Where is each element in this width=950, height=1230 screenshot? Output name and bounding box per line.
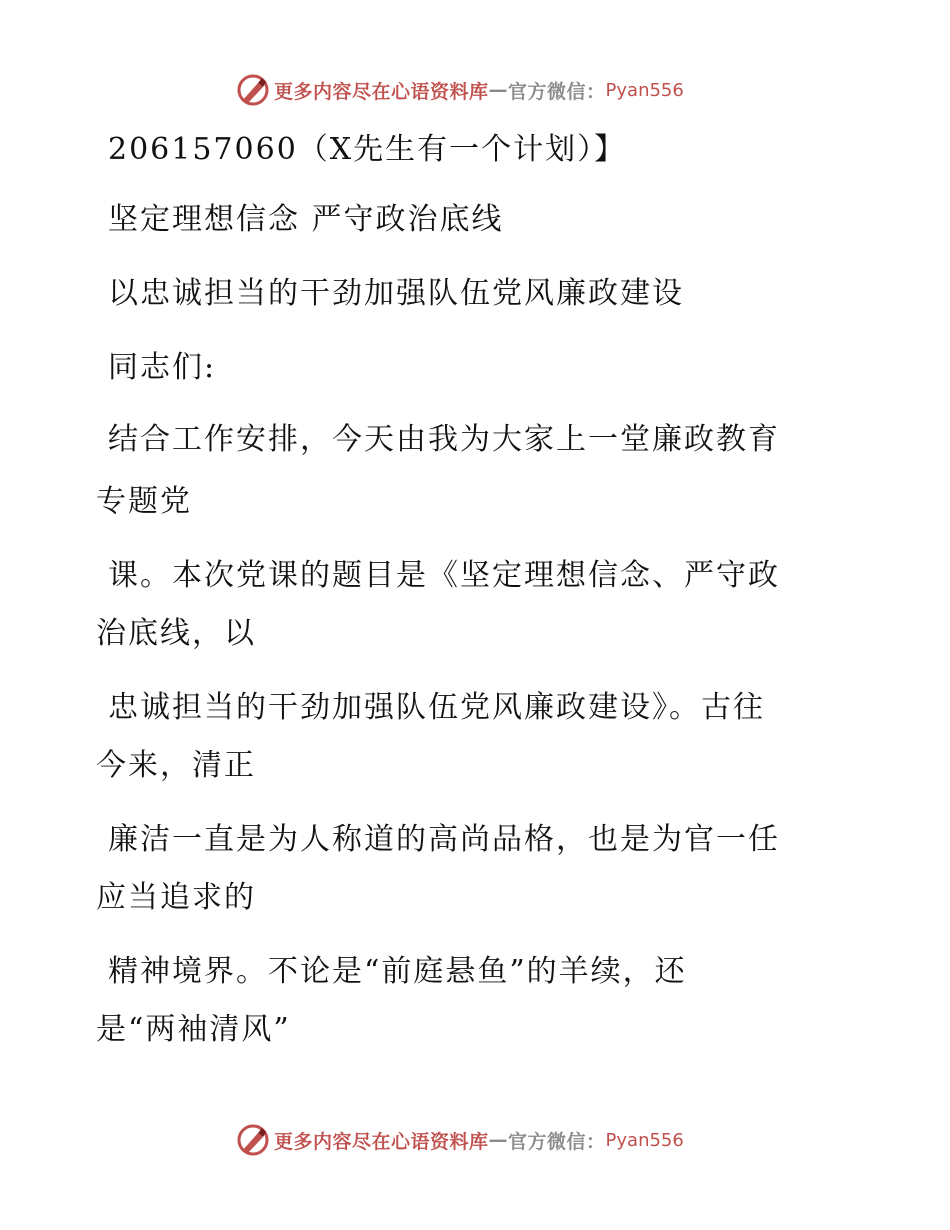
text-line-1: 206157060（X先生有一个计划）】: [108, 132, 627, 167]
text-line-2: 坚定理想信念 严守政治底线: [108, 202, 504, 237]
watermark-dash: —: [488, 79, 509, 101]
header-watermark: [236, 72, 716, 108]
watermark-wechat-label: 官方微信：: [508, 1130, 606, 1153]
text-line-9: 忠诚担当的干劲加强队伍党风廉政建设》。古往: [108, 690, 765, 725]
text-line-13: 精神境界。不论是“前庭悬鱼”的羊续，还: [108, 954, 687, 989]
watermark-wechat-id: Pyan556: [605, 1129, 684, 1151]
watermark-wechat-id: Pyan556: [605, 79, 684, 101]
text-line-14: 是“两袖清风”: [96, 1012, 291, 1047]
watermark-site-text: 更多内容尽在心语资料库: [274, 80, 489, 103]
pen-logo-icon: [236, 1123, 270, 1157]
text-line-3: 以忠诚担当的干劲加强队伍党风廉政建设: [108, 276, 684, 311]
watermark-dash: —: [488, 1129, 509, 1151]
watermark-site-text: 更多内容尽在心语资料库: [274, 1130, 489, 1153]
text-line-5: 结合工作安排，今天由我为大家上一堂廉政教育: [108, 422, 780, 457]
footer-watermark: [236, 1122, 716, 1158]
text-line-6: 专题党: [96, 484, 192, 519]
text-line-12: 应当追求的: [96, 880, 256, 915]
text-line-4: 同志们:: [108, 350, 217, 385]
watermark-wechat-label: 官方微信：: [508, 80, 606, 103]
text-line-8: 治底线，以: [96, 616, 256, 651]
text-line-11: 廉洁一直是为人称道的高尚品格，也是为官一任: [108, 822, 780, 857]
pen-logo-icon: [236, 73, 270, 107]
text-line-7: 课。本次党课的题目是《坚定理想信念、严守政: [108, 558, 780, 593]
text-line-10: 今来，清正: [96, 748, 256, 783]
